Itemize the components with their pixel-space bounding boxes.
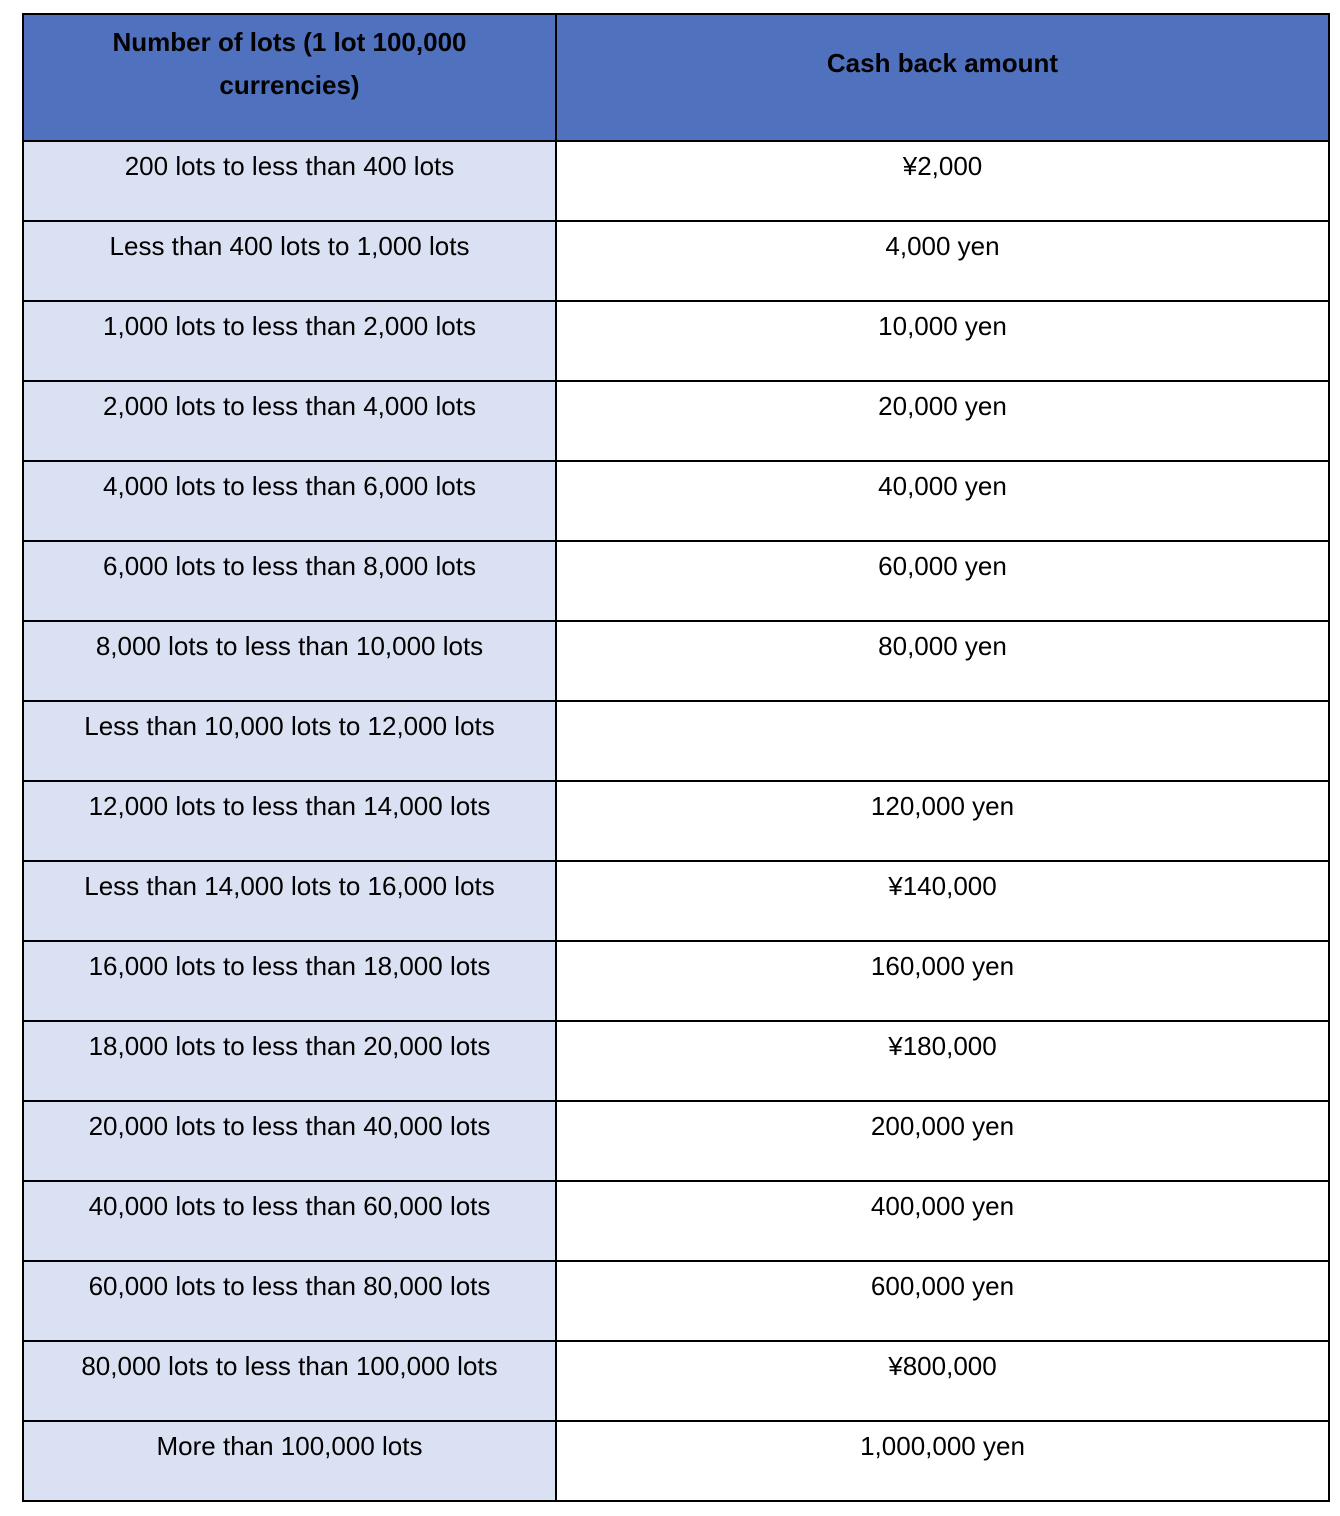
lots-cell: Less than 400 lots to 1,000 lots — [23, 221, 556, 301]
lots-cell: 60,000 lots to less than 80,000 lots — [23, 1261, 556, 1341]
cash-cell: 400,000 yen — [556, 1181, 1329, 1261]
cash-cell: 200,000 yen — [556, 1101, 1329, 1181]
lots-cell: Less than 10,000 lots to 12,000 lots — [23, 701, 556, 781]
header-row — [23, 14, 1329, 141]
lots-cell: 80,000 lots to less than 100,000 lots — [23, 1341, 556, 1421]
cashback-table-container — [22, 13, 1328, 1502]
cash-cell: 10,000 yen — [556, 301, 1329, 381]
table-row — [23, 541, 1329, 621]
table-row — [23, 1181, 1329, 1261]
cash-cell: ¥140,000 — [556, 861, 1329, 941]
lots-cell: 6,000 lots to less than 8,000 lots — [23, 541, 556, 621]
lots-cell: 20,000 lots to less than 40,000 lots — [23, 1101, 556, 1181]
lots-cell: 16,000 lots to less than 18,000 lots — [23, 941, 556, 1021]
cash-cell: 160,000 yen — [556, 941, 1329, 1021]
lots-cell: 18,000 lots to less than 20,000 lots — [23, 1021, 556, 1101]
table-row — [23, 1101, 1329, 1181]
table-row — [23, 781, 1329, 861]
lots-cell: Less than 14,000 lots to 16,000 lots — [23, 861, 556, 941]
lots-cell: 2,000 lots to less than 4,000 lots — [23, 381, 556, 461]
table-row — [23, 221, 1329, 301]
table-row — [23, 1021, 1329, 1101]
table-row — [23, 461, 1329, 541]
lots-cell: More than 100,000 lots — [23, 1421, 556, 1501]
cash-cell: 40,000 yen — [556, 461, 1329, 541]
lots-cell: 8,000 lots to less than 10,000 lots — [23, 621, 556, 701]
table-row — [23, 621, 1329, 701]
header-cash-back: Cash back amount — [556, 14, 1329, 141]
header-lots: Number of lots (1 lot 100,000 currencies) — [23, 14, 556, 141]
cash-cell: 600,000 yen — [556, 1261, 1329, 1341]
cash-cell — [556, 701, 1329, 781]
cash-cell: 120,000 yen — [556, 781, 1329, 861]
table-row — [23, 701, 1329, 781]
table-body — [23, 141, 1329, 1501]
table-header — [23, 14, 1329, 141]
cash-cell: ¥2,000 — [556, 141, 1329, 221]
table-row — [23, 941, 1329, 1021]
cash-cell: ¥800,000 — [556, 1341, 1329, 1421]
table-row — [23, 1341, 1329, 1421]
table-row — [23, 301, 1329, 381]
cash-cell: 4,000 yen — [556, 221, 1329, 301]
table-row — [23, 1261, 1329, 1341]
table-row — [23, 381, 1329, 461]
cash-cell: ¥180,000 — [556, 1021, 1329, 1101]
cash-cell: 60,000 yen — [556, 541, 1329, 621]
lots-cell: 12,000 lots to less than 14,000 lots — [23, 781, 556, 861]
cashback-table — [22, 13, 1330, 1502]
cash-cell: 20,000 yen — [556, 381, 1329, 461]
cash-cell: 80,000 yen — [556, 621, 1329, 701]
lots-cell: 40,000 lots to less than 60,000 lots — [23, 1181, 556, 1261]
cash-cell: 1,000,000 yen — [556, 1421, 1329, 1501]
lots-cell: 200 lots to less than 400 lots — [23, 141, 556, 221]
table-row — [23, 141, 1329, 221]
lots-cell: 4,000 lots to less than 6,000 lots — [23, 461, 556, 541]
table-row — [23, 1421, 1329, 1501]
lots-cell: 1,000 lots to less than 2,000 lots — [23, 301, 556, 381]
table-row — [23, 861, 1329, 941]
